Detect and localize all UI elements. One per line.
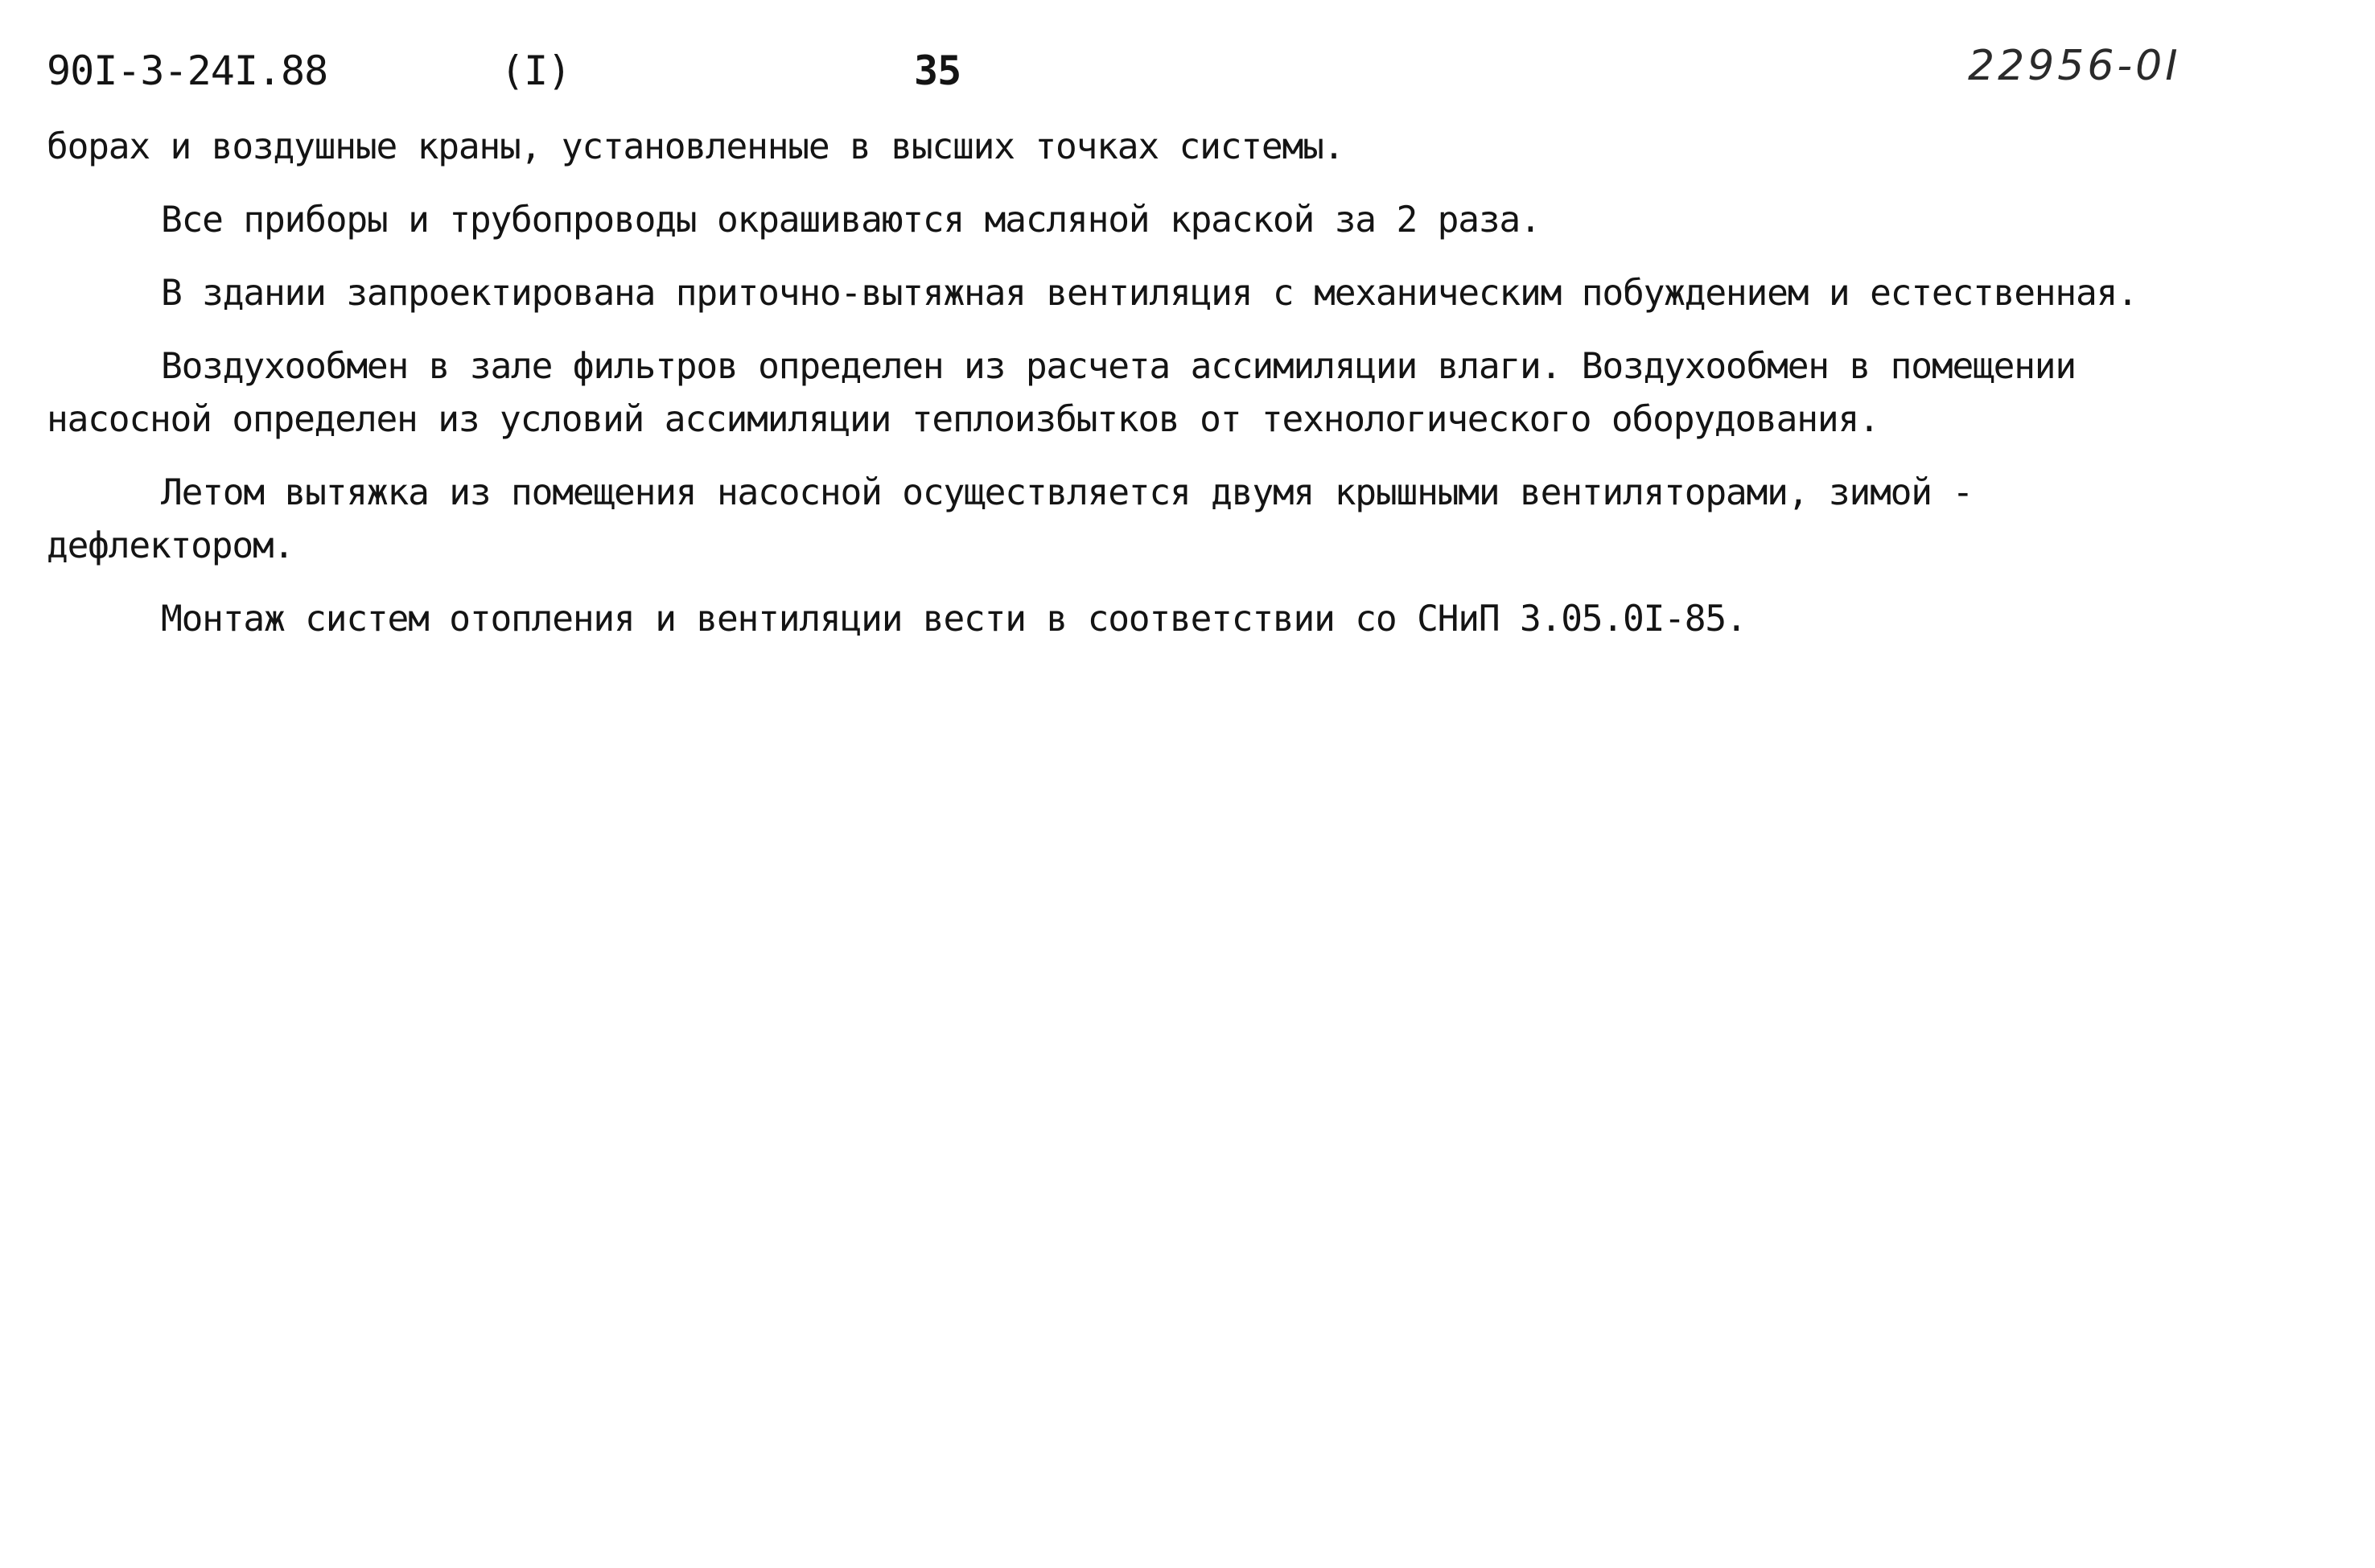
paragraph-exhaust: [47, 467, 2348, 573]
paragraph-line: борах и воздушные краны, установленные в высших точках системы.: [47, 126, 1344, 167]
paragraph-line: Воздухообмен в зале фильтров определен из расчета ассимиляции влаги. Воздухообмен в помещении: [161, 346, 2076, 387]
document-body: [47, 121, 2348, 666]
paragraph-ventilation: [47, 267, 2348, 320]
paragraph-line: В здании запроектирована приточно-вытяжная вентиляция с механическим побуждением и естественная.: [161, 273, 2138, 314]
paragraph-continuation: [47, 121, 2348, 174]
document-code: 90I-3-24I.88: [47, 47, 328, 94]
inventory-stamp: 22956-0I: [1968, 42, 2181, 90]
paragraph-line: дефлектором.: [47, 525, 294, 566]
page-number: 35: [914, 47, 961, 94]
document-part: (I): [500, 47, 571, 94]
paragraph-line: Все приборы и трубопроводы окрашиваются масляной краской за 2 раза.: [161, 200, 1541, 241]
paragraph-installation: [47, 593, 2348, 646]
paragraph-painting: [47, 194, 2348, 247]
paragraph-air-exchange: [47, 340, 2348, 447]
paragraph-line: насосной определен из условий ассимиляции теплоизбытков от технологического оборудования.: [47, 399, 1879, 440]
paragraph-line: Монтаж систем отопления и вентиляции вести в соответствии со СНиП 3.05.0I-85.: [161, 599, 1747, 640]
paragraph-line: Летом вытяжка из помещения насосной осуществляется двумя крышными вентиляторами, зимой -: [161, 472, 1974, 513]
